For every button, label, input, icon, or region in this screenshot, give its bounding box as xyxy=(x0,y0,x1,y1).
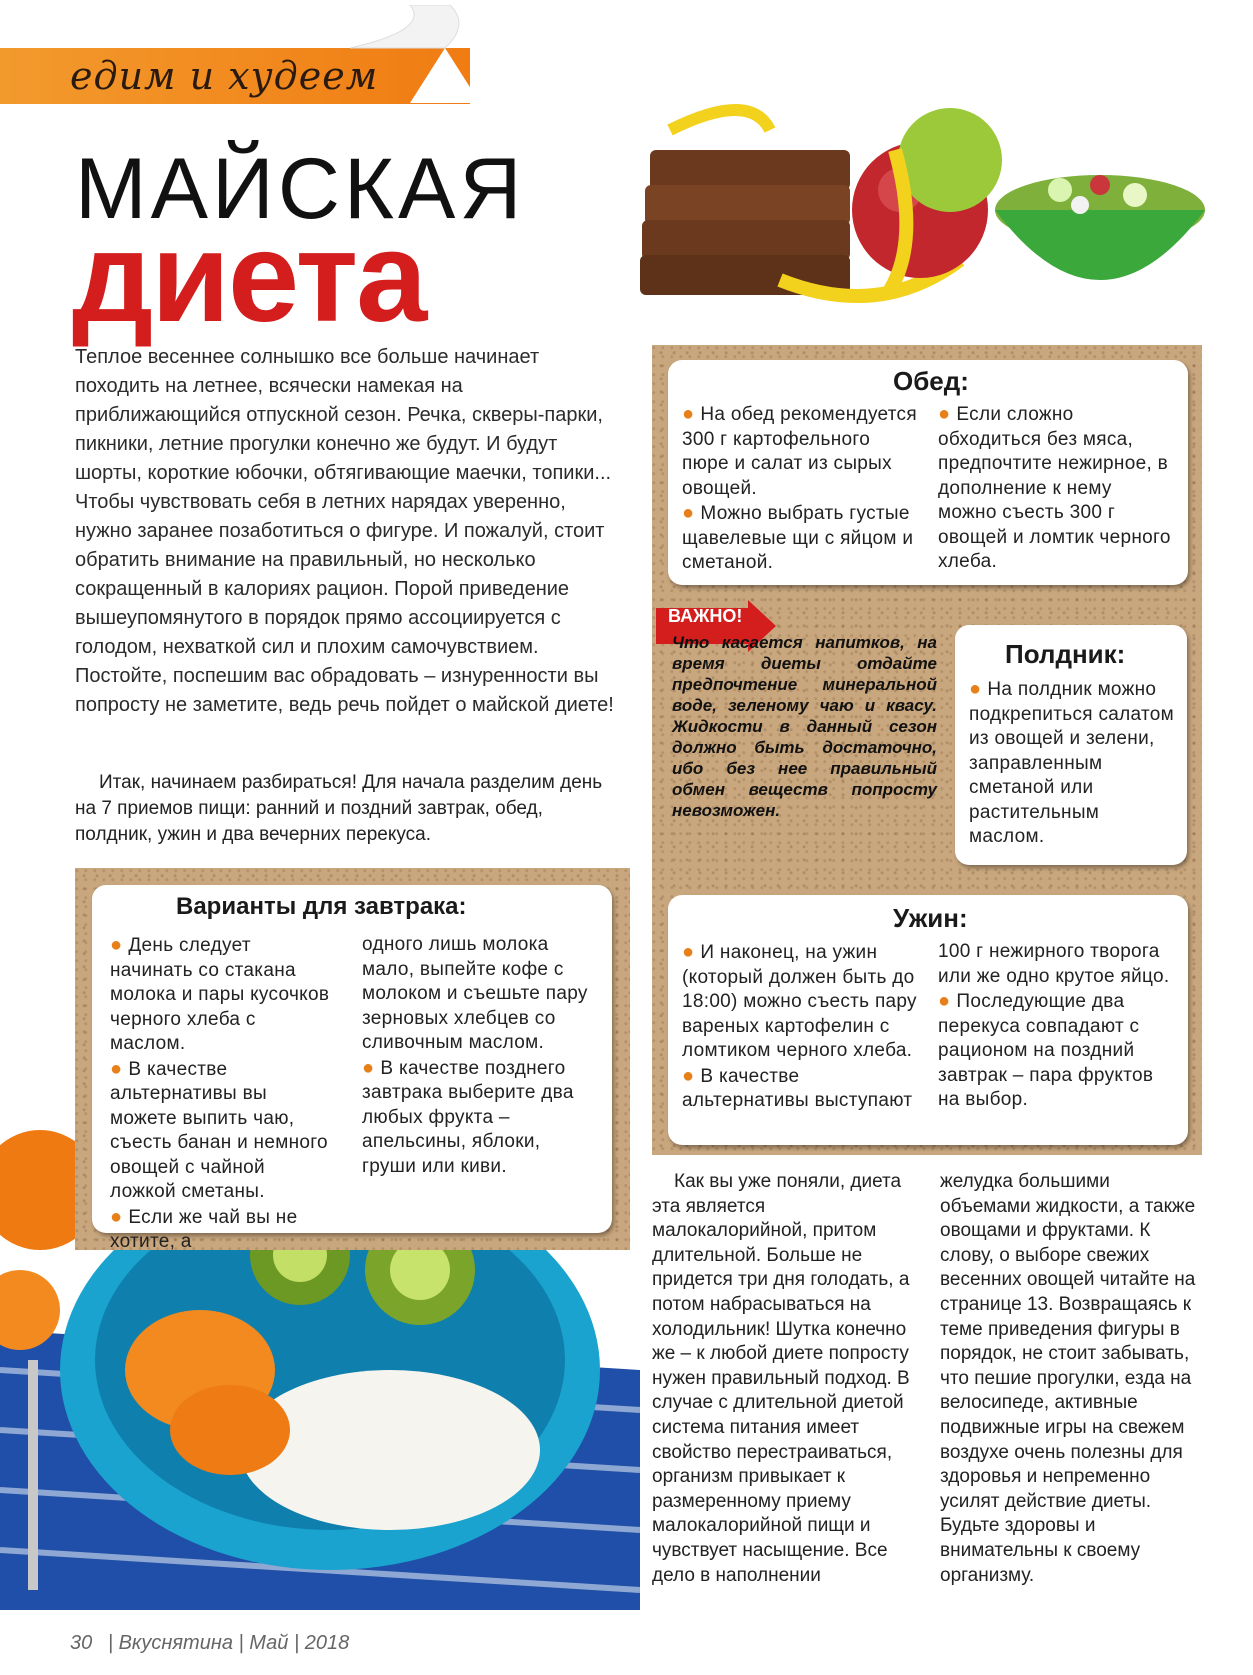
lunch-item: ● Если сложно обходиться без мяса, предпочтите нежирное, в дополнение к нему можно съесть 300 г овощей и ломтик черного хлеба. xyxy=(938,403,1171,572)
breakfast-item: ● Если же чай вы не хотите, а xyxy=(110,1205,298,1252)
lunch-item: ● На обед рекомендуется 300 г картофельного пюре и салат из сырых овощей. xyxy=(682,403,917,499)
page-footer xyxy=(70,1632,359,1655)
dinner-card xyxy=(668,895,1188,1145)
intro-paragraph-2 xyxy=(75,770,620,848)
article-column-2: желудка большими объемами жидкости, а также овощами и фруктами. К слову, о выборе свежих весенних овощей читайте на странице 13. Возвращаясь к теме приведения фигуры в порядок, не стоит забывать, что пешие прогулки, езда на велосипеде, активные подвижные игры на свежем воздухе очень полезны для здоровья и непременно усилят действие диеты. Будьте здоровы и внимательны к своему организму. xyxy=(940,1171,1196,1586)
bullet-icon: ● xyxy=(969,678,982,700)
snack-column xyxy=(969,677,1177,850)
dinner-item: ● В качестве альтернативы выступают xyxy=(682,1064,913,1111)
article-column-1: Как вы уже поняли, диета эта является малокалорийной, притом длительной. Больше не придется три дня голодать, а потом набрасываться на холодильник! Шутка конечно же – к любой диете попросту нужен правильный подход. В случае с длительной диетой система питания имеет свойство перестраиваться, организм привыкает к размеренному приему малокалорийной пищи и чувствует насыщение. Все дело в наполнении xyxy=(652,1171,910,1586)
dinner-title: Ужин: xyxy=(893,903,968,933)
breakfast-card xyxy=(92,885,612,1252)
bullet-icon: ● xyxy=(682,941,695,963)
magazine-issue: | Вкуснятина | Май | 2018 xyxy=(107,1632,350,1654)
snack-title: Полдник: xyxy=(1005,639,1126,669)
page-number: 30 xyxy=(70,1632,93,1654)
bullet-icon: ● xyxy=(682,403,695,425)
breakfast-item: ● День следует начинать со стакана молока и пары кусочков черного хлеба с маслом. xyxy=(110,934,330,1054)
breakfast-column-2 xyxy=(362,933,592,1179)
snack-item: ● На полдник можно подкрепиться салатом из овощей и зелени, заправленным сметаной или растительным маслом. xyxy=(969,678,1174,847)
bullet-icon: ● xyxy=(110,1057,123,1080)
dinner-column-2 xyxy=(938,940,1173,1113)
important-text: Что касается напитков, на время диеты отдайте предпочтение минеральной воде, зеленому чаю и квасу. Жидкости в данный сезон должно быть достаточно, ибо без нее правильный обмен веществ попросту невозможен. xyxy=(672,633,937,820)
headline-line-2: диета xyxy=(72,206,426,349)
bread-apples-salad-photo xyxy=(630,90,1250,340)
breakfast-column-1 xyxy=(110,933,335,1255)
snack-card xyxy=(955,625,1187,865)
bullet-icon: ● xyxy=(682,1064,695,1087)
headline-line-1: МАЙСКАЯ xyxy=(75,141,526,237)
dinner-item: ● И наконец, на ужин (который должен быть до 18:00) можно съесть пару вареных картофелин с ломтиком черного хлеба. xyxy=(682,941,917,1061)
bullet-icon: ● xyxy=(938,403,951,425)
intro-paragraph: Теплое весеннее солнышко все больше начинает походить на летнее, всячески намекая на приближающийся отпускной сезон. Речка, скверы-парки, пикники, летние прогулки конечно же будут. И будут шорты, короткие юбочки, обтягивающие маечки, топики... Чтобы чувствовать себя в летних нарядах уверенно, нужно заранее позаботиться о фигуре. И пожалуй, стоит обратить внимание на правильный, но несколько сокращенный в калориях рацион. Порой приведение вышеупомянутого в порядок прямо ассоциируется с голодом, нехваткой сил и плохим самочувствием. Постойте, поспешим вас обрадовать – изнуренности вы попросту не заметите, ведь речь пойдет о майской диете! xyxy=(75,346,614,716)
lunch-column-1 xyxy=(682,402,917,576)
bullet-icon: ● xyxy=(682,502,695,524)
intro-paragraph-2-text: Итак, начинаем разбираться! Для начала разделим день на 7 приемов пищи: ранний и поздний завтрак, обед, полдник, ужин и два вечерних перекуса. xyxy=(75,772,603,845)
bullet-icon: ● xyxy=(110,934,123,956)
lunch-column-2 xyxy=(938,402,1173,575)
rubric-title: едим и худеем xyxy=(70,54,379,98)
breakfast-item: ● В качестве альтернативы вы можете выпить чаю, съесть банан и немного овощей с чайной ложкой сметаны. xyxy=(110,1057,328,1202)
bullet-icon: ● xyxy=(110,1205,123,1228)
bullet-icon: ● xyxy=(938,990,951,1012)
breakfast-title: Варианты для завтрака: xyxy=(176,893,467,920)
breakfast-item: одного лишь молока мало, выпейте кофе с молоком и съешьте пару зерновых хлебцев со сливочным маслом. xyxy=(362,934,588,1053)
bullet-icon: ● xyxy=(362,1056,375,1079)
lunch-card xyxy=(668,360,1188,585)
dinner-item: 100 г нежирного творога или же одно крутое яйцо. xyxy=(938,941,1170,987)
important-label: ВАЖНО! xyxy=(668,606,743,626)
lunch-item: ● Можно выбрать густые щавелевые щи с яйцом и сметаной. xyxy=(682,502,914,573)
dinner-column-1 xyxy=(682,940,917,1114)
lunch-title: Обед: xyxy=(893,366,969,396)
breakfast-item: ● В качестве позднего завтрака выберите два любых фрукта – апельсины, яблоки, груши или киви. xyxy=(362,1056,574,1177)
dinner-item: ● Последующие два перекуса совпадают с рационом на поздний завтрак – пара фруктов на выбор. xyxy=(938,990,1154,1110)
